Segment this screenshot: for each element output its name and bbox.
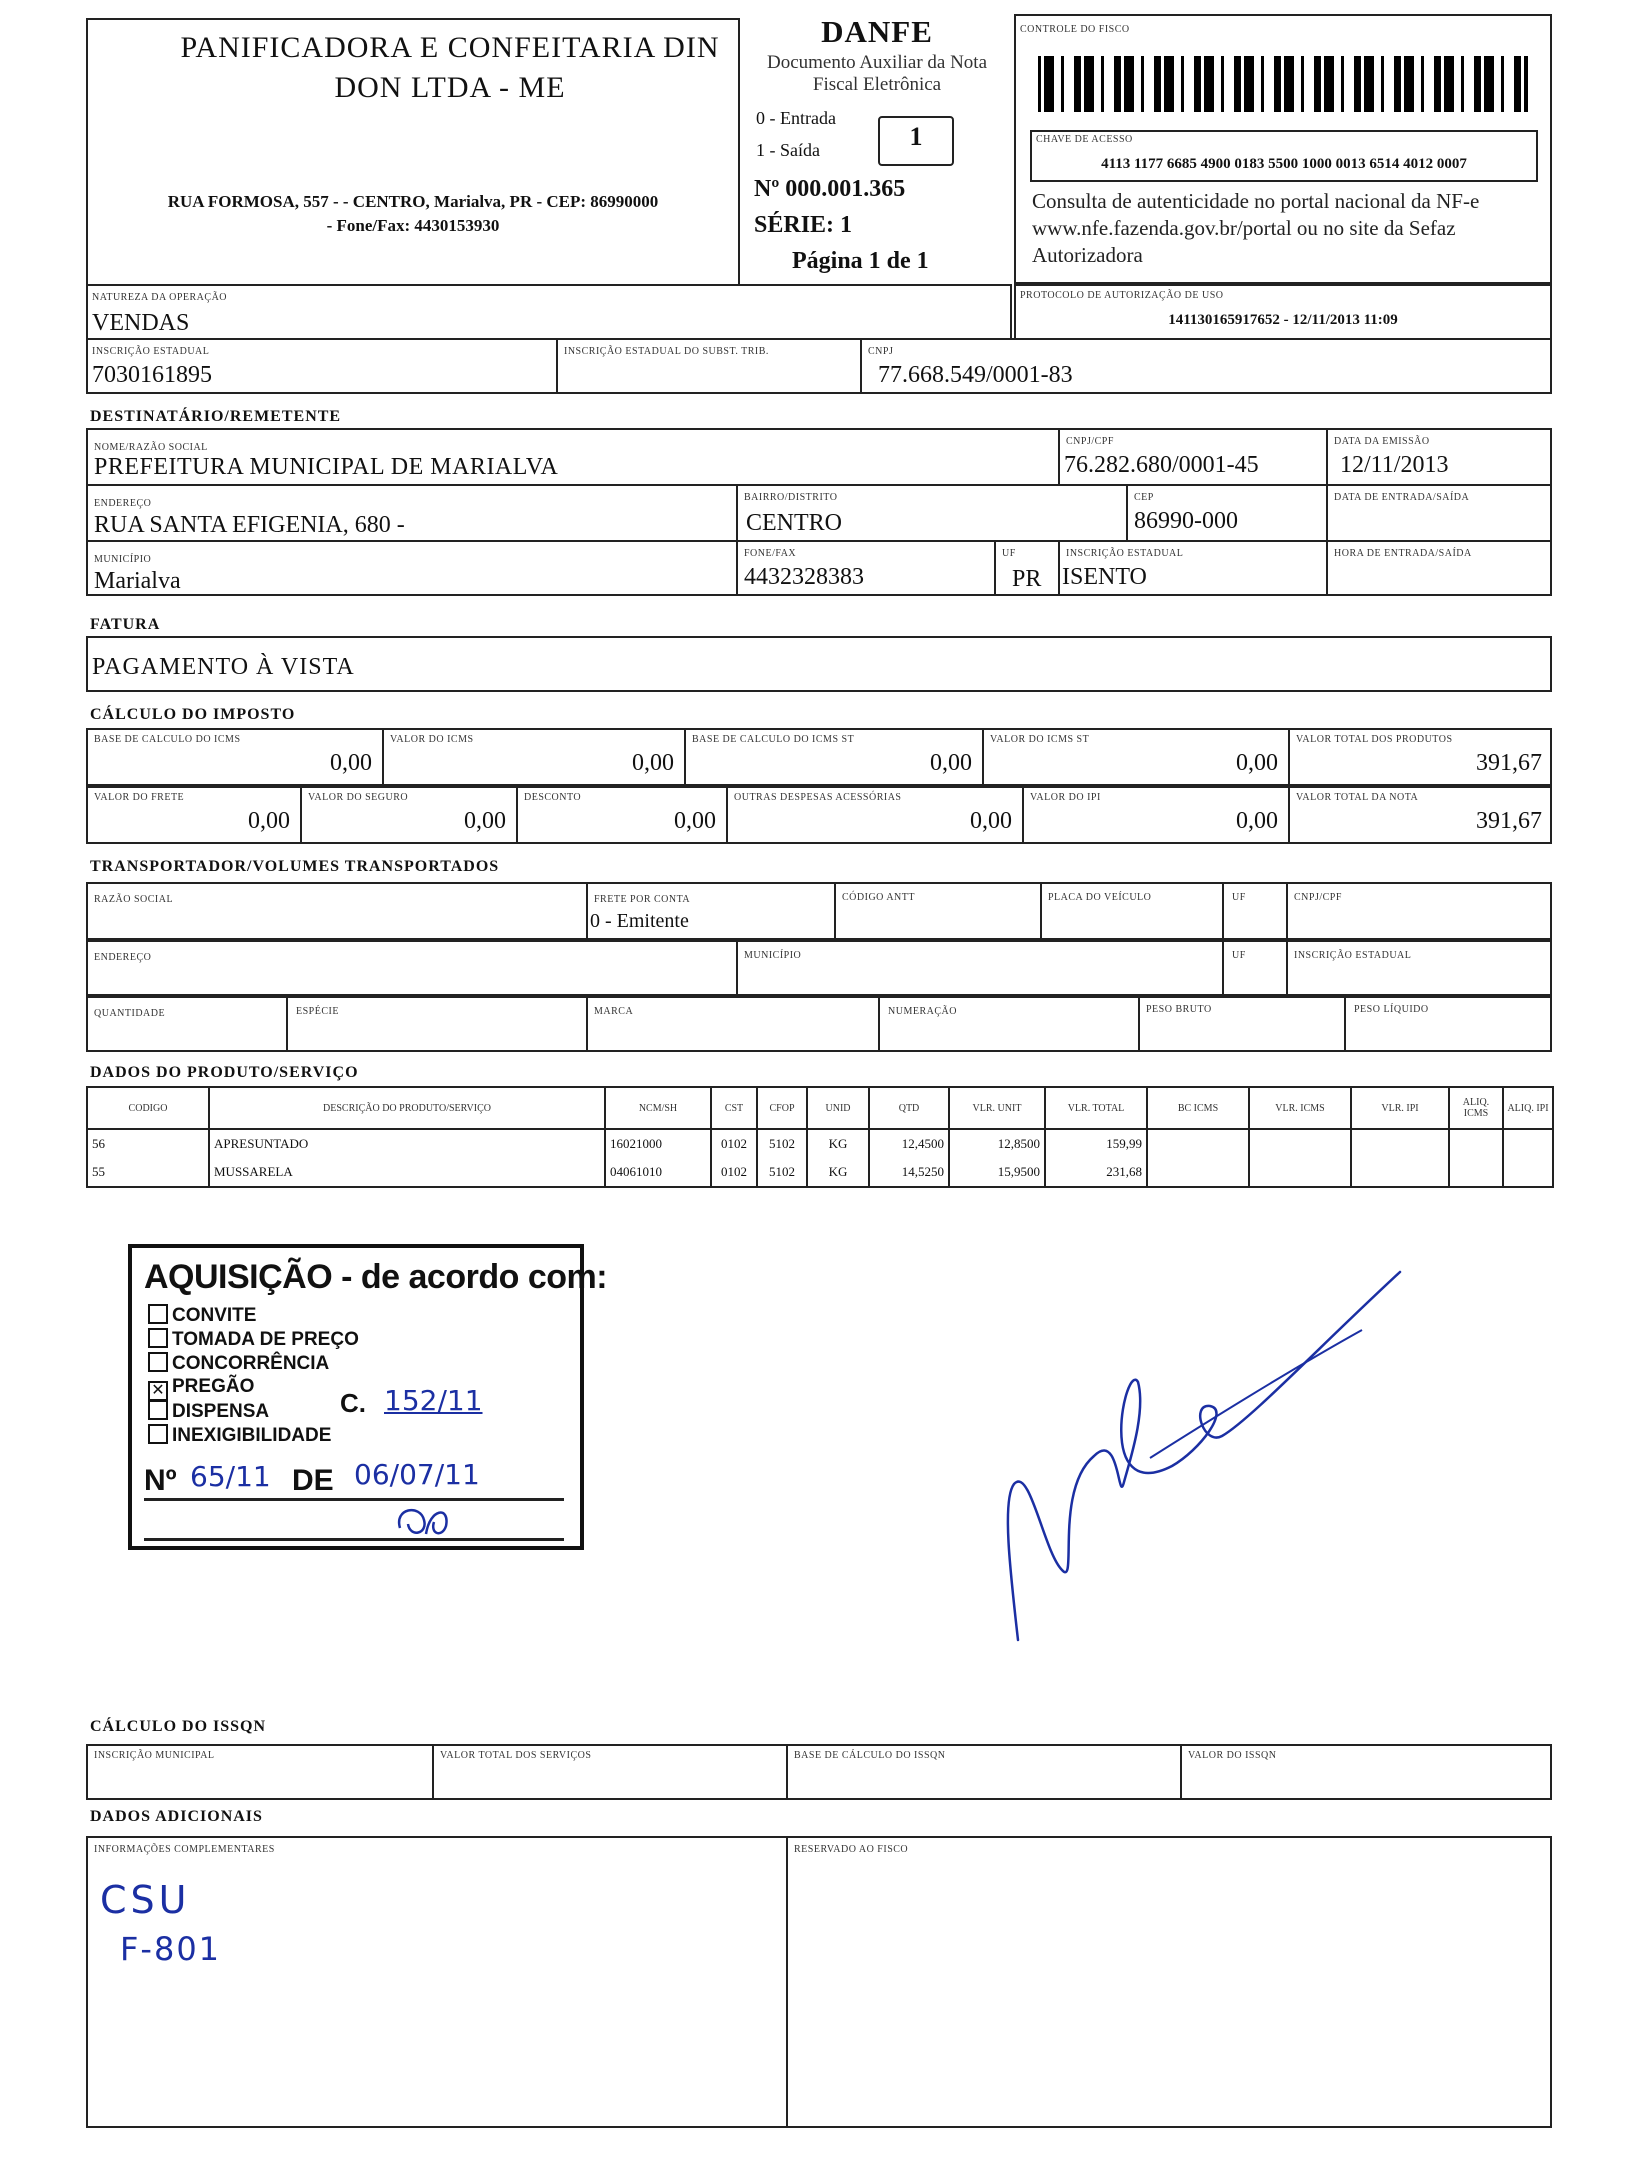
chave-label: CHAVE DE ACESSO: [1036, 134, 1133, 145]
imposto-section: CÁLCULO DO IMPOSTO: [90, 706, 296, 723]
table-cell: 5102: [757, 1158, 807, 1187]
table-cell: APRESUNTADO: [209, 1129, 605, 1158]
dest-emissao-label: DATA DA EMISSÃO: [1334, 436, 1430, 447]
imposto-label: VALOR TOTAL DOS PRODUTOS: [1296, 734, 1453, 745]
danfe-pagina: Página 1 de 1: [792, 248, 929, 274]
emitter-phone: - Fone/Fax: 4430153930: [326, 216, 500, 235]
natureza-value: VENDAS: [92, 310, 190, 336]
produtos-header: VLR. IPI: [1351, 1087, 1449, 1129]
imposto-value: 0,00: [632, 750, 674, 776]
table-row: [87, 1158, 1553, 1187]
imposto-label: BASE DE CALCULO DO ICMS: [94, 734, 241, 745]
table-cell: 0102: [711, 1129, 757, 1158]
produtos-header: NCM/SH: [605, 1087, 711, 1129]
table-cell: 04061010: [605, 1158, 711, 1187]
empty-box-icon: [148, 1424, 168, 1444]
dest-cnpj-label: CNPJ/CPF: [1066, 436, 1114, 447]
dest-fone-label: FONE/FAX: [744, 548, 797, 559]
issqn-label: VALOR DO ISSQN: [1188, 1750, 1277, 1761]
fatura-section: FATURA: [90, 616, 161, 633]
produtos-header: CFOP: [757, 1087, 807, 1129]
transp-especie-label: ESPÉCIE: [296, 1006, 339, 1017]
dest-cnpj: 76.282.680/0001-45: [1064, 452, 1259, 478]
table-cell: [1249, 1158, 1351, 1187]
stamp-de-value: 06/07/11: [354, 1458, 480, 1491]
transp-frete: 0 - Emitente: [590, 910, 689, 932]
dest-cep-label: CEP: [1134, 492, 1154, 503]
imposto-value: 0,00: [674, 808, 716, 834]
danfe-title: DANFE: [821, 14, 933, 49]
imposto-label: BASE DE CALCULO DO ICMS ST: [692, 734, 855, 745]
table-cell: [1147, 1158, 1249, 1187]
table-cell: 5102: [757, 1129, 807, 1158]
transportador-section: TRANSPORTADOR/VOLUMES TRANSPORTADOS: [90, 858, 500, 875]
dest-uf-label: UF: [1002, 548, 1016, 559]
info-complementares-label: INFORMAÇÕES COMPLEMENTARES: [94, 1844, 275, 1855]
emitter-name: PANIFICADORA E CONFEITARIA DIN DON LTDA - ME: [180, 31, 720, 104]
imposto-label: DESCONTO: [524, 792, 582, 803]
danfe-saida: 1 - Saída: [756, 140, 820, 160]
table-cell: 15,9500: [949, 1158, 1045, 1187]
stamp-option: [148, 1400, 269, 1423]
table-cell: 55: [87, 1158, 209, 1187]
produtos-header: CODIGO: [87, 1087, 209, 1129]
produtos-header: BC ICMS: [1147, 1087, 1249, 1129]
imposto-value: 0,00: [1236, 750, 1278, 776]
stamp-n-value: 65/11: [190, 1460, 271, 1493]
table-cell: [1147, 1129, 1249, 1158]
imposto-label: VALOR DO ICMS ST: [990, 734, 1090, 745]
table-cell: [1503, 1158, 1553, 1187]
stamp-option-label: DISPENSA: [172, 1401, 270, 1422]
dest-endereco: RUA SANTA EFIGENIA, 680 -: [94, 512, 405, 538]
transp-numeracao-label: NUMERAÇÃO: [888, 1006, 957, 1017]
stamp-option: [148, 1328, 359, 1351]
dest-emissao: 12/11/2013: [1340, 452, 1449, 478]
stamp-title: AQUISIÇÃO - de acordo com:: [144, 1258, 608, 1296]
cnpj-label: CNPJ: [868, 346, 894, 357]
produtos-section: DADOS DO PRODUTO/SERVIÇO: [90, 1064, 359, 1081]
table-cell: [1249, 1129, 1351, 1158]
issqn-label: VALOR TOTAL DOS SERVIÇOS: [440, 1750, 592, 1761]
stamp-option: [148, 1304, 256, 1327]
table-cell: 0102: [711, 1158, 757, 1187]
handwritten-line2: F-801: [120, 1930, 222, 1968]
stamp-option-label: CONCORRÊNCIA: [172, 1353, 330, 1374]
table-cell: 56: [87, 1129, 209, 1158]
transp-endereco-label: ENDEREÇO: [94, 952, 152, 963]
produtos-header: DESCRIÇÃO DO PRODUTO/SERVIÇO: [209, 1087, 605, 1129]
imposto-value: 0,00: [330, 750, 372, 776]
table-cell: KG: [807, 1129, 869, 1158]
table-cell: [1351, 1129, 1449, 1158]
handwritten-line1: CSU: [100, 1878, 191, 1922]
table-cell: [1449, 1158, 1503, 1187]
table-row: [87, 1129, 1553, 1158]
issqn-label: BASE DE CÁLCULO DO ISSQN: [794, 1750, 946, 1761]
stamp-de-prefix: DE: [292, 1464, 334, 1497]
transp-quantidade-label: QUANTIDADE: [94, 1008, 166, 1019]
barcode: [1038, 56, 1530, 112]
ie-row-box: [86, 338, 1552, 394]
stamp-initials: [390, 1498, 460, 1542]
produtos-header: ALIQ. IPI: [1503, 1087, 1553, 1129]
imposto-label: VALOR TOTAL DA NOTA: [1296, 792, 1419, 803]
stamp-option-label: INEXIGIBILIDADE: [172, 1425, 332, 1446]
info-complementares-box: [86, 1836, 788, 2128]
dest-nome: PREFEITURA MUNICIPAL DE MARIALVA: [94, 454, 559, 480]
danfe-entrada: 0 - Entrada: [756, 108, 836, 128]
reservado-fisco-label: RESERVADO AO FISCO: [794, 1844, 909, 1855]
natureza-label: NATUREZA DA OPERAÇÃO: [92, 292, 228, 303]
dest-ie: ISENTO: [1062, 564, 1147, 590]
stamp-option: [148, 1376, 254, 1401]
aquisicao-stamp: [128, 1244, 608, 1550]
protocolo-value: 141130165917652 - 12/11/2013 11:09: [1168, 312, 1398, 328]
transp-marca-label: MARCA: [594, 1006, 634, 1017]
table-cell: 14,5250: [869, 1158, 949, 1187]
checked-box-icon: ✕: [148, 1381, 168, 1401]
dest-municipio-label: MUNICÍPIO: [94, 554, 152, 565]
produtos-header: UNID: [807, 1087, 869, 1129]
issqn-section: CÁLCULO DO ISSQN: [90, 1718, 267, 1735]
imposto-label: VALOR DO ICMS: [390, 734, 474, 745]
transp-municipio-label: MUNICÍPIO: [744, 950, 802, 961]
produtos-table: [86, 1086, 1554, 1188]
transp-row2: [86, 940, 1552, 996]
reservado-fisco-box: [786, 1836, 1552, 2128]
controle-fisco-label: CONTROLE DO FISCO: [1020, 24, 1130, 35]
transp-peso-bruto-label: PESO BRUTO: [1146, 1004, 1212, 1015]
imposto-value: 391,67: [1476, 750, 1542, 776]
imposto-value: 0,00: [464, 808, 506, 834]
imposto-value: 0,00: [248, 808, 290, 834]
table-cell: [1351, 1158, 1449, 1187]
empty-box-icon: [148, 1304, 168, 1324]
stamp-n-prefix: Nº: [144, 1464, 177, 1497]
imposto-label: VALOR DO SEGURO: [308, 792, 409, 803]
protocolo-label: PROTOCOLO DE AUTORIZAÇÃO DE USO: [1020, 290, 1224, 301]
empty-box-icon: [148, 1328, 168, 1348]
dest-endereco-label: ENDEREÇO: [94, 498, 152, 509]
issqn-label: INSCRIÇÃO MUNICIPAL: [94, 1750, 215, 1761]
transp-razao-label: RAZÃO SOCIAL: [94, 894, 174, 905]
produtos-header: VLR. UNIT: [949, 1087, 1045, 1129]
emitter-address: RUA FORMOSA, 557 - - CENTRO, Marialva, PR - CEP: 86990000: [167, 192, 659, 211]
table-cell: 12,8500: [949, 1129, 1045, 1158]
transp-peso-liquido-label: PESO LÍQUIDO: [1354, 1004, 1429, 1015]
stamp-option: [148, 1424, 331, 1447]
ie-label: INSCRIÇÃO ESTADUAL: [92, 346, 210, 357]
danfe-serie: SÉRIE: 1: [754, 212, 853, 238]
cnpj-value: 77.668.549/0001-83: [878, 362, 1073, 388]
produtos-header: VLR. TOTAL: [1045, 1087, 1147, 1129]
dest-nome-label: NOME/RAZÃO SOCIAL: [94, 442, 208, 453]
transp-frete-label: FRETE POR CONTA: [594, 894, 691, 905]
chave-acesso: 4113 1177 6685 4900 0183 5500 1000 0013 6514 4012 0007: [1101, 156, 1467, 172]
danfe-tipo: 1: [909, 122, 923, 151]
transp-cnpj-label: CNPJ/CPF: [1294, 892, 1342, 903]
produtos-header: VLR. ICMS: [1249, 1087, 1351, 1129]
produtos-header: ALIQ. ICMS: [1449, 1087, 1503, 1129]
danfe-subtitle: Documento Auxiliar da Nota Fiscal Eletrônica: [766, 52, 988, 95]
transp-row3: [86, 996, 1552, 1052]
transp-ie-label: INSCRIÇÃO ESTADUAL: [1294, 950, 1412, 961]
stamp-c-value: 152/11: [384, 1384, 483, 1417]
danfe-numero: Nº 000.001.365: [754, 176, 906, 202]
adicionais-section: DADOS ADICIONAIS: [90, 1808, 263, 1825]
empty-box-icon: [148, 1400, 168, 1420]
table-cell: 159,99: [1045, 1129, 1147, 1158]
imposto-value: 0,00: [930, 750, 972, 776]
produtos-header: QTD: [869, 1087, 949, 1129]
table-cell: 16021000: [605, 1129, 711, 1158]
stamp-option-label: CONVITE: [172, 1305, 257, 1326]
imposto-value: 0,00: [970, 808, 1012, 834]
table-cell: MUSSARELA: [209, 1158, 605, 1187]
ie-st-label: INSCRIÇÃO ESTADUAL DO SUBST. TRIB.: [564, 346, 769, 357]
imposto-value: 0,00: [1236, 808, 1278, 834]
empty-box-icon: [148, 1352, 168, 1372]
ie-value: 7030161895: [92, 362, 212, 388]
imposto-value: 391,67: [1476, 808, 1542, 834]
fatura-texto: PAGAMENTO À VISTA: [92, 654, 355, 680]
dest-hora-label: HORA DE ENTRADA/SAÍDA: [1334, 548, 1472, 559]
stamp-c-prefix: C.: [340, 1388, 366, 1418]
table-cell: 231,68: [1045, 1158, 1147, 1187]
produtos-header: CST: [711, 1087, 757, 1129]
transp-antt-label: CÓDIGO ANTT: [842, 892, 915, 903]
dest-ie-label: INSCRIÇÃO ESTADUAL: [1066, 548, 1184, 559]
transp-uf-label: UF: [1232, 892, 1246, 903]
dest-bairro-label: BAIRRO/DISTRITO: [744, 492, 838, 503]
stamp-option: [148, 1352, 329, 1375]
stamp-option-label: TOMADA DE PREÇO: [172, 1329, 359, 1350]
transp-row1: [86, 882, 1552, 940]
signature: [990, 1270, 1410, 1650]
dest-bairro: CENTRO: [746, 510, 842, 536]
imposto-label: VALOR DO FRETE: [94, 792, 185, 803]
stamp-option-label: PREGÃO: [172, 1376, 255, 1397]
dest-fone: 4432328383: [744, 564, 864, 590]
consulta-text: Consulta de autenticidade no portal nacional da NF-e www.nfe.fazenda.gov.br/portal ou no site da Sefaz Autorizadora: [1032, 189, 1480, 267]
dest-entrada-label: DATA DE ENTRADA/SAÍDA: [1334, 492, 1470, 503]
table-cell: 12,4500: [869, 1129, 949, 1158]
destinatario-section: DESTINATÁRIO/REMETENTE: [90, 408, 342, 425]
dest-uf: PR: [1012, 566, 1042, 592]
imposto-label: OUTRAS DESPESAS ACESSÓRIAS: [734, 792, 902, 803]
transp-placa-label: PLACA DO VEÍCULO: [1048, 892, 1152, 903]
table-cell: KG: [807, 1158, 869, 1187]
imposto-label: VALOR DO IPI: [1030, 792, 1101, 803]
table-cell: [1503, 1129, 1553, 1158]
table-cell: [1449, 1129, 1503, 1158]
dest-municipio: Marialva: [94, 568, 181, 594]
dest-cep: 86990-000: [1134, 508, 1238, 534]
transp-uf2-label: UF: [1232, 950, 1246, 961]
